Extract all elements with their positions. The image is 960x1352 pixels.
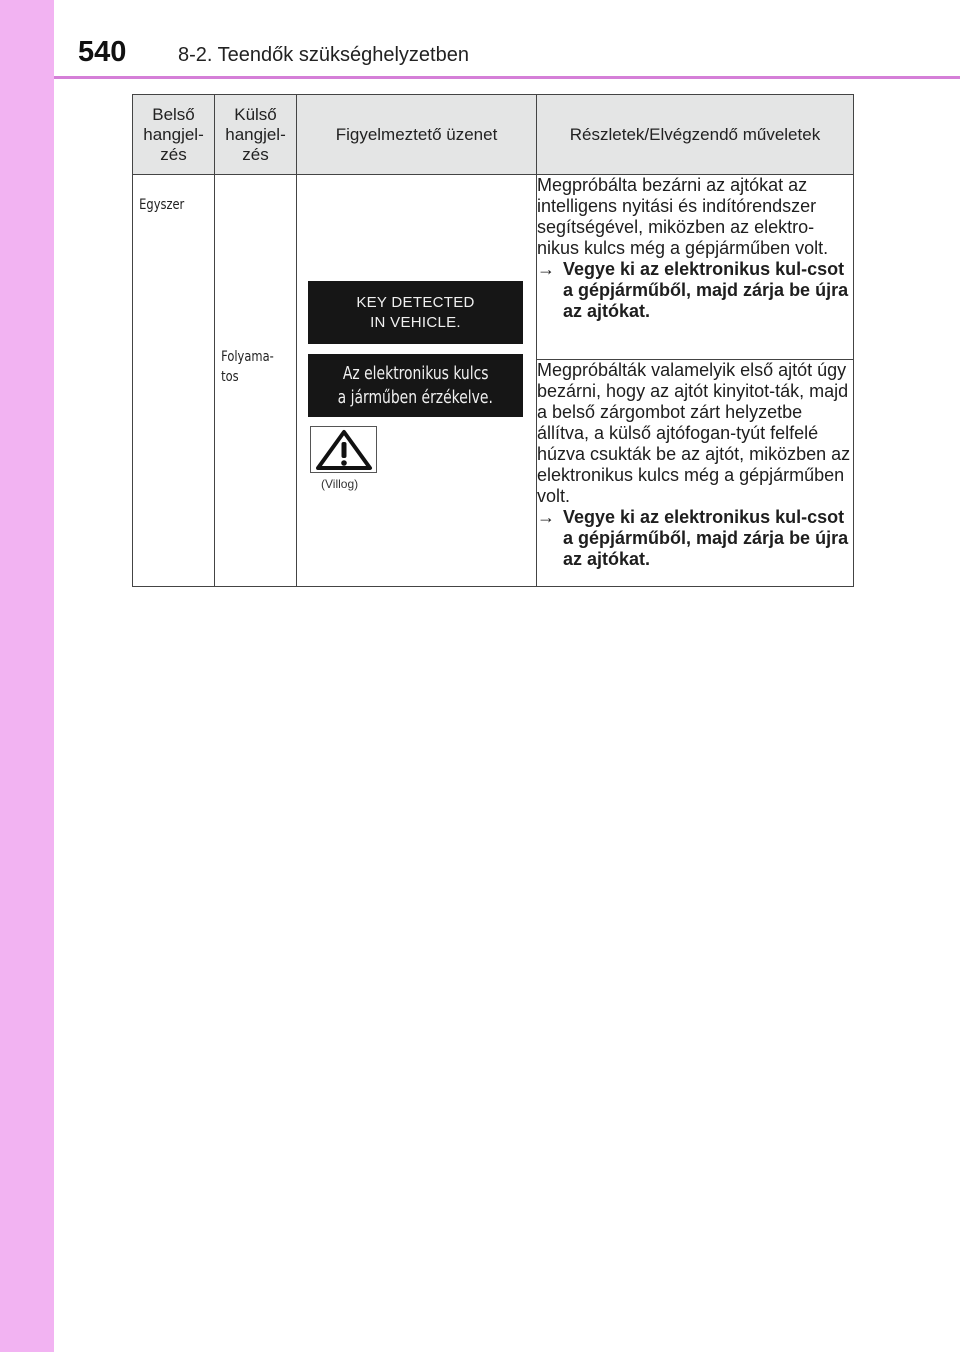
outer-signal-cell	[215, 175, 282, 587]
message-hu-line2: a járműben érzékelve.	[337, 386, 494, 408]
detail-action-text: Vegye ki az elektronikus kul-csot a gépjárműből, majd zárja be újra az ajtókat.	[563, 507, 849, 569]
outer-signal-text: Folyama- tos	[220, 348, 274, 385]
warning-triangle-icon	[315, 429, 373, 471]
column-header-details: Részletek/Elvégzendő műveletek	[537, 95, 854, 175]
detail-description: Megpróbálták valamelyik első ajtót úgy bezárni, hogy az ajtót kinyitot-ták, majd a belső zárgombot zárt helyzetbe állítva, a külső ajtófogan-tyút felfelé húzva csukták be az ajtót, miközben az elektronikus kulcs még a gépjárműben volt.	[537, 360, 851, 506]
detail-cell	[537, 360, 854, 587]
header-rule	[54, 76, 960, 79]
message-display-hungarian	[308, 354, 523, 417]
table-header-row	[133, 95, 854, 175]
message-en-line1: KEY DETECTED	[356, 293, 475, 311]
column-header-message: Figyelmeztető üzenet	[297, 95, 537, 175]
page-number: 540	[78, 36, 127, 68]
arrow-right-icon: →	[537, 259, 555, 279]
section-title: 8-2. Teendők szükséghelyzetben	[178, 44, 469, 66]
warning-light-box	[310, 426, 377, 473]
detail-action	[537, 259, 853, 322]
column-header-outer-signal: Külső hangjel- zés	[215, 95, 297, 175]
message-display-english	[308, 281, 523, 344]
column-header-inner-signal: Belső hangjel- zés	[133, 95, 215, 175]
inner-signal-text: Egyszer	[138, 197, 184, 213]
inner-signal-cell	[133, 175, 200, 587]
message-cell	[297, 175, 537, 587]
warning-caption: (Villog)	[321, 477, 359, 491]
arrow-right-icon: →	[537, 507, 555, 527]
detail-description: Megpróbálta bezárni az ajtókat az intelligens nyitási és indítórendszer segítségével, miközben az elektro-nikus kulcs még a gépjárműben volt.	[537, 175, 829, 258]
side-tab	[0, 0, 54, 1352]
detail-action-text: Vegye ki az elektronikus kul-csot a gépjárműből, majd zárja be újra az ajtókat.	[563, 259, 849, 321]
table-row	[133, 175, 854, 360]
warning-table	[132, 94, 854, 587]
message-en-line2: IN VEHICLE.	[370, 313, 461, 331]
detail-cell	[537, 175, 854, 360]
detail-action	[537, 507, 853, 570]
message-hu-line1: Az elektronikus kulcs	[342, 362, 489, 384]
